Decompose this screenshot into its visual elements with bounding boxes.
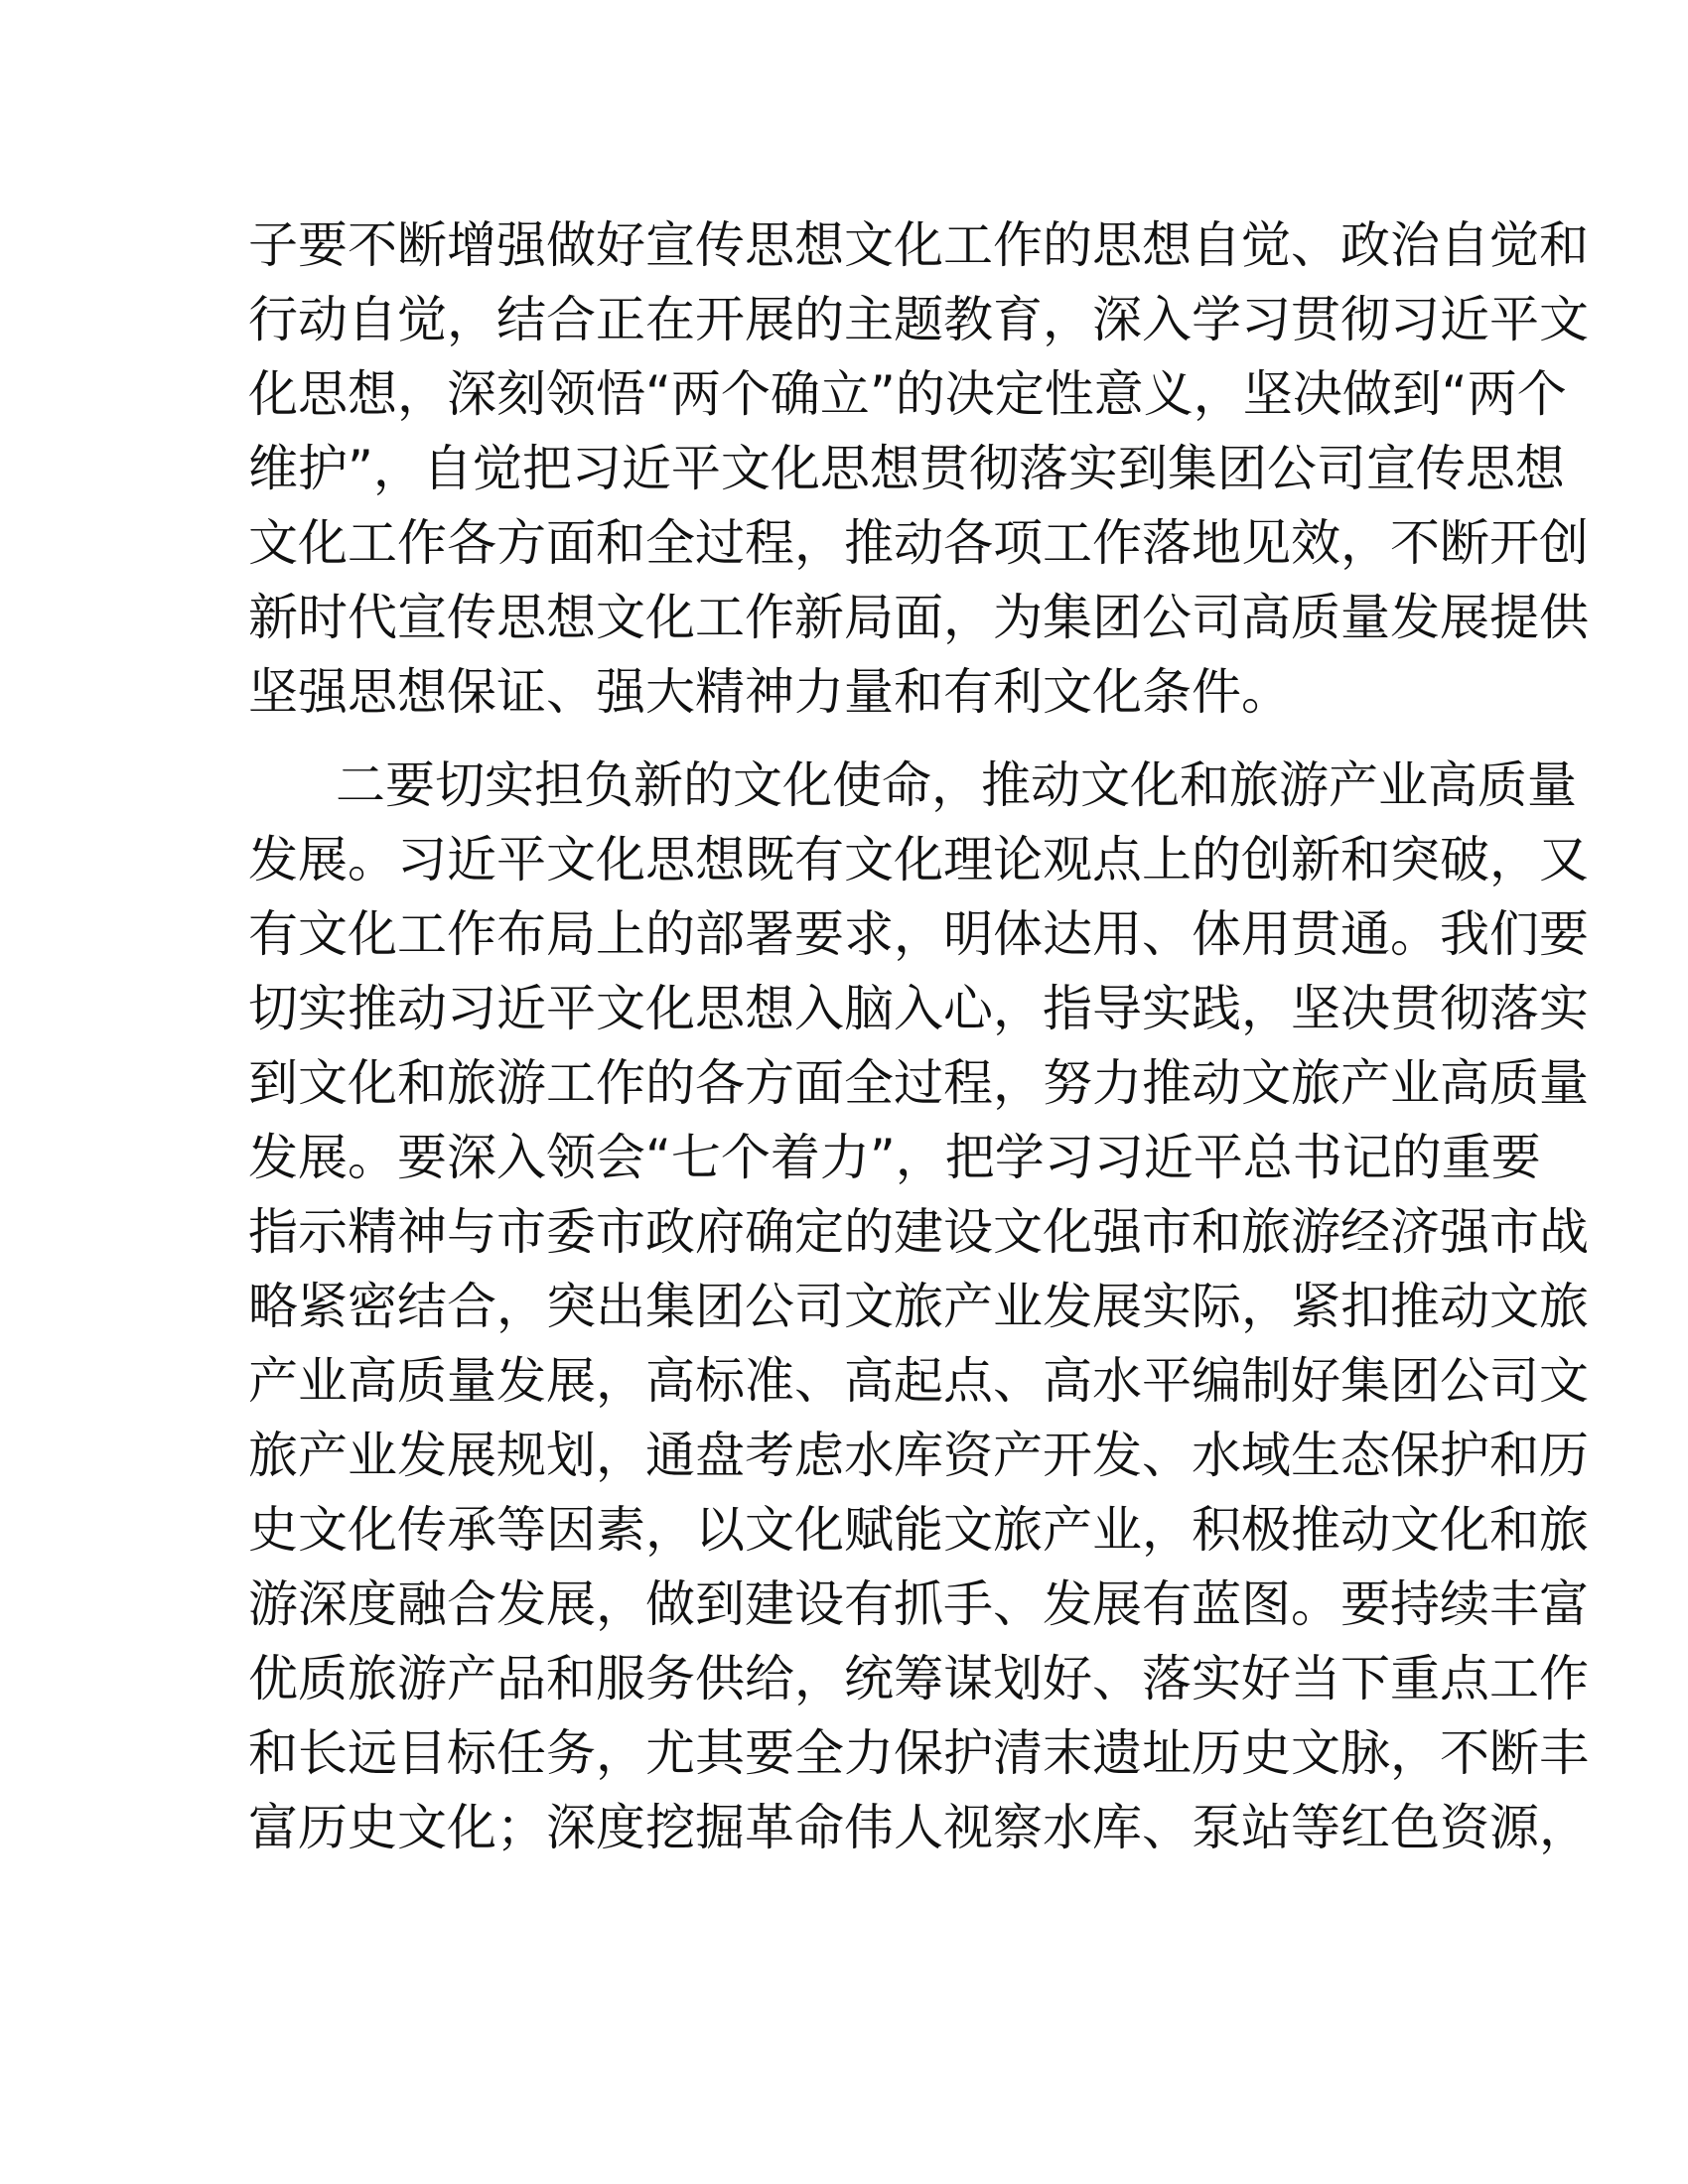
paragraph-2-line: 游深度融合发展，做到建设有抓手、发展有蓝图。要持续丰富 — [248, 1575, 1589, 1633]
paragraph-2-line: 史文化传承等因素，以文化赋能文旅产业，积极推动文化和旅 — [248, 1501, 1589, 1559]
paragraph-2-line: 发展。习近平文化思想既有文化理论观点上的创新和突破，又 — [248, 831, 1589, 888]
paragraph-spacer — [248, 730, 1440, 749]
document-page — [248, 208, 1589, 1865]
paragraph-2-line: 指示精神与市委市政府确定的建设文化强市和旅游经济强市战 — [248, 1203, 1589, 1261]
paragraph-1-line: 化思想，深刻领悟“两个确立”的决定性意义，坚决做到“两个 — [248, 365, 1567, 423]
paragraph-1-line: 维护”，自觉把习近平文化思想贯彻落实到集团公司宣传思想 — [248, 440, 1565, 497]
paragraph-2-line: 略紧密结合，突出集团公司文旅产业发展实际，紧扣推动文旅 — [248, 1278, 1589, 1335]
paragraph-1-line: 新时代宣传思想文化工作新局面，为集团公司高质量发展提供 — [248, 589, 1589, 646]
paragraph-2-line: 和长远目标任务，尤其要全力保护清末遗址历史文脉，不断丰 — [248, 1724, 1589, 1782]
paragraph-2-line: 到文化和旅游工作的各方面全过程，努力推动文旅产业高质量 — [248, 1054, 1589, 1112]
paragraph-2-line: 产业高质量发展，高标准、高起点、高水平编制好集团公司文 — [248, 1352, 1589, 1410]
paragraph-1-line: 坚强思想保证、强大精神力量和有利文化条件。 — [248, 663, 1291, 721]
paragraph-2-line: 有文化工作布局上的部署要求，明体达用、体用贯通。我们要 — [248, 905, 1589, 963]
paragraph-2-line: 切实推动习近平文化思想入脑入心，指导实践，坚决贯彻落实 — [248, 980, 1589, 1037]
paragraph-2-line: 优质旅游产品和服务供给，统筹谋划好、落实好当下重点工作 — [248, 1650, 1589, 1707]
paragraph-1-line: 子要不断增强做好宣传思想文化工作的思想自觉、政治自觉和 — [248, 216, 1589, 274]
paragraph-1-line: 文化工作各方面和全过程，推动各项工作落地见效，不断开创 — [248, 514, 1589, 572]
paragraph-2-line: 旅产业发展规划，通盘考虑水库资产开发、水域生态保护和历 — [248, 1427, 1589, 1484]
paragraph-1-line: 行动自觉，结合正在开展的主题教育，深入学习贯彻习近平文 — [248, 291, 1589, 348]
paragraph-2-line: 富历史文化；深度挖掘革命伟人视察水库、泵站等红色资源， — [248, 1799, 1589, 1856]
paragraph-1 — [248, 208, 1589, 730]
paragraph-2 — [248, 749, 1589, 1865]
paragraph-2-line: 二要切实担负新的文化使命，推动文化和旅游产业高质量 — [336, 756, 1577, 814]
paragraph-2-line: 发展。要深入领会“七个着力”，把学习习近平总书记的重要 — [248, 1129, 1541, 1186]
